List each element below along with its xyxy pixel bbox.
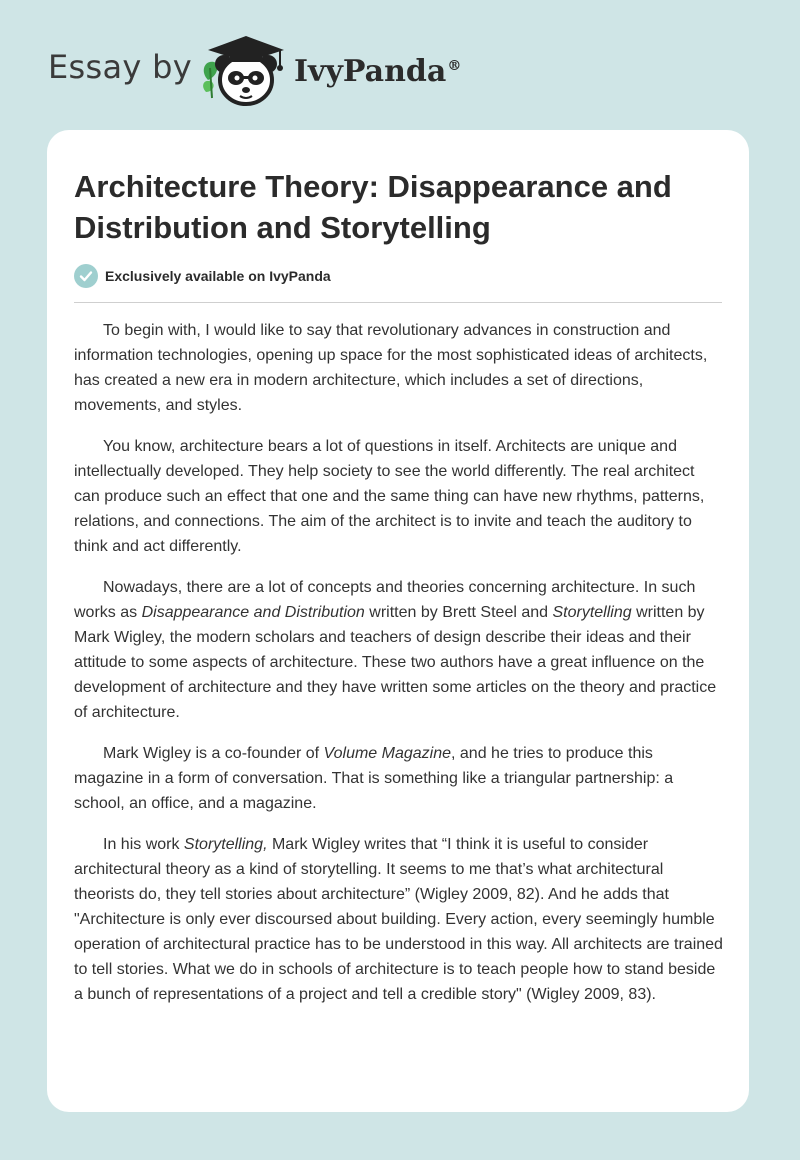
- check-circle-icon: [74, 264, 98, 288]
- italic-title: Disappearance and Distribution: [141, 604, 365, 621]
- exclusive-badge-label: Exclusively available on IvyPanda: [105, 268, 331, 284]
- essay-paragraph: [74, 741, 724, 816]
- paragraph-text: written by Brett Steel and: [364, 604, 553, 621]
- essay-paragraph: [74, 575, 724, 725]
- paragraph-text: You know, architecture bears a lot of questions in itself. Architects are unique and intellectually developed. They help society to see the world differently. The real architect can produce such an effect that one and the same thing can have new rhythms, patterns, relations, and connections. The aim of the architect is to invite and teach the auditory to think and act differently.: [74, 438, 705, 555]
- paragraph-text: Mark Wigley writes that “I think it is useful to consider architectural theory as a kind of storytelling. It seems to me that’s what architectural theorists do, they tell stories about architecture” (Wigley 2009, 82). And he adds that "Architecture is only ever discoursed about building. Every action, every seemingly humble operation of architectural practice has to be understood in this way. All architects are trained to tell stories. What we do in schools of architecture is to teach people how to stand beside a bunch of representations of a project and tell a credible story" (Wigley 2009, 83).: [74, 836, 723, 1003]
- essay-paragraph: [74, 832, 724, 1007]
- essay-title: Architecture Theory: Disappearance and Distribution and Storytelling: [74, 169, 672, 245]
- essay-body: [74, 318, 724, 1023]
- registered-mark: ®: [447, 58, 462, 74]
- italic-title: Storytelling,: [183, 836, 268, 853]
- panda-graduate-icon: [198, 30, 290, 110]
- paragraph-text: To begin with, I would like to say that revolutionary advances in construction and information technologies, opening up space for the most sophisticated ideas of architects, has created a new era in modern architecture, which includes a set of directions, movements, and styles.: [74, 322, 708, 414]
- paragraph-text: Mark Wigley is a co-founder of: [103, 745, 324, 762]
- italic-title: Storytelling: [552, 604, 632, 621]
- paragraph-text: written by Mark Wigley, the modern scholars and teachers of design describe their ideas and their attitude to some aspects of architecture. These two authors have a great influence on the development of architecture and they have written some articles on the theory and practice of architecture.: [74, 604, 717, 721]
- site-header: [0, 0, 800, 130]
- brand-prefix: Essay by: [48, 48, 192, 86]
- essay-paragraph: [74, 318, 724, 418]
- paragraph-text: In his work: [103, 836, 184, 853]
- essay-paragraph: [74, 434, 724, 559]
- essay-card: [47, 130, 749, 1112]
- paragraph-text: , and he tries to produce this magazine in a form of conversation. That is something like a triangular partnership: a school, an office, and a magazine.: [74, 745, 674, 812]
- brand-name-text: IvyPanda: [294, 54, 447, 89]
- divider: [74, 302, 722, 303]
- paragraph-text: Nowadays, there are a lot of concepts and theories concerning architecture. In such works as: [74, 579, 696, 621]
- italic-title: Volume Magazine: [323, 745, 452, 762]
- brand-name: [294, 54, 461, 89]
- exclusive-badge: [74, 263, 331, 289]
